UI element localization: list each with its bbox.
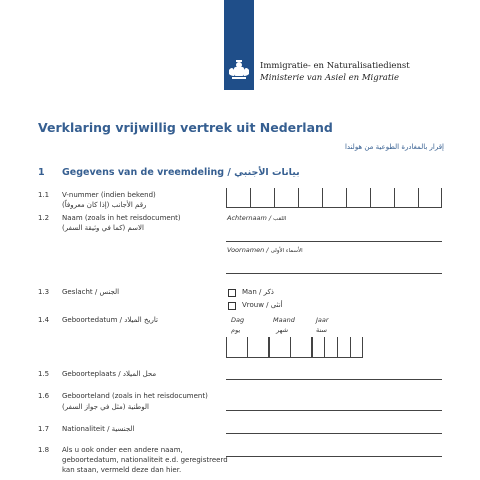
item-number: 1.5 xyxy=(38,370,50,378)
gender-female-checkbox[interactable] xyxy=(228,302,236,310)
name-label-ar: الاسم (كما في وثيقة السفر) xyxy=(62,224,144,232)
org-name: Immigratie- en Naturalisatiedienst xyxy=(260,61,410,71)
nationality-label: Nationaliteit / الجنسية xyxy=(62,425,135,433)
item-number: 1.3 xyxy=(38,288,50,296)
year-caption: Jaar xyxy=(316,316,329,324)
alias-label-line2: geboortedatum, nationaliteit e.d. geregistreerd xyxy=(62,456,228,464)
item-number: 1.1 xyxy=(38,191,50,199)
ministry-name: Ministerie van Asiel en Migratie xyxy=(260,73,400,83)
gender-label: Geslacht / الجنس xyxy=(62,288,120,296)
day-caption: Dag xyxy=(231,316,245,324)
birthplace-input[interactable] xyxy=(226,379,442,380)
year-caption-ar: سنة xyxy=(316,326,327,334)
section-title: Gegevens van de vreemdeling / بيانات الأجنبي xyxy=(62,167,300,178)
item-number: 1.6 xyxy=(38,392,50,400)
birthplace-label: Geboorteplaats / محل الميلاد xyxy=(62,370,157,378)
birthdate-input[interactable] xyxy=(226,337,363,358)
gender-female-label: Vrouw / أنثى xyxy=(242,301,283,309)
item-number: 1.7 xyxy=(38,425,50,433)
gender-male-label: Man / ذكر xyxy=(242,288,274,296)
coat-of-arms-icon xyxy=(226,56,252,82)
form-title-arabic: إقرار بالمغادرة الطوعية من هولندا xyxy=(344,143,444,151)
birth-country-label: Geboorteland (zoals in het reisdocument) xyxy=(62,392,208,400)
v-number-label: V-nummer (indien bekend) xyxy=(62,191,156,199)
v-number-label-ar: رقم الأجانب (إذا كان معروفاً) xyxy=(62,201,147,209)
alias-label-line3: kan staan, vermeld deze dan hier. xyxy=(62,466,182,474)
given-names-input[interactable] xyxy=(226,273,442,274)
v-number-input[interactable] xyxy=(226,188,442,208)
alias-label-line1: Als u ook onder een andere naam, xyxy=(62,446,183,454)
month-caption-ar: شهر xyxy=(276,326,289,334)
item-number: 1.2 xyxy=(38,214,50,222)
birth-country-label-ar: الوطنية (مثل في جواز السفر) xyxy=(62,403,149,411)
birthdate-label: Geboortedatum / تاريخ الميلاد xyxy=(62,316,158,324)
nationality-input[interactable] xyxy=(226,433,442,434)
day-caption-ar: يوم xyxy=(231,326,241,334)
given-names-caption: Voornamen / الأسماء الأولى xyxy=(227,246,303,254)
item-number: 1.4 xyxy=(38,316,50,324)
birth-country-input[interactable] xyxy=(226,410,442,411)
month-caption: Maand xyxy=(273,316,295,324)
item-number: 1.8 xyxy=(38,446,50,454)
alias-input[interactable] xyxy=(226,456,442,457)
section-number: 1 xyxy=(38,167,45,178)
form-title: Verklaring vrijwillig vertrek uit Nederland xyxy=(38,120,333,135)
surname-input[interactable] xyxy=(226,241,442,242)
gender-male-checkbox[interactable] xyxy=(228,289,236,297)
surname-caption: Achternaam / اللقب xyxy=(227,214,287,222)
name-label: Naam (zoals in het reisdocument) xyxy=(62,214,181,222)
